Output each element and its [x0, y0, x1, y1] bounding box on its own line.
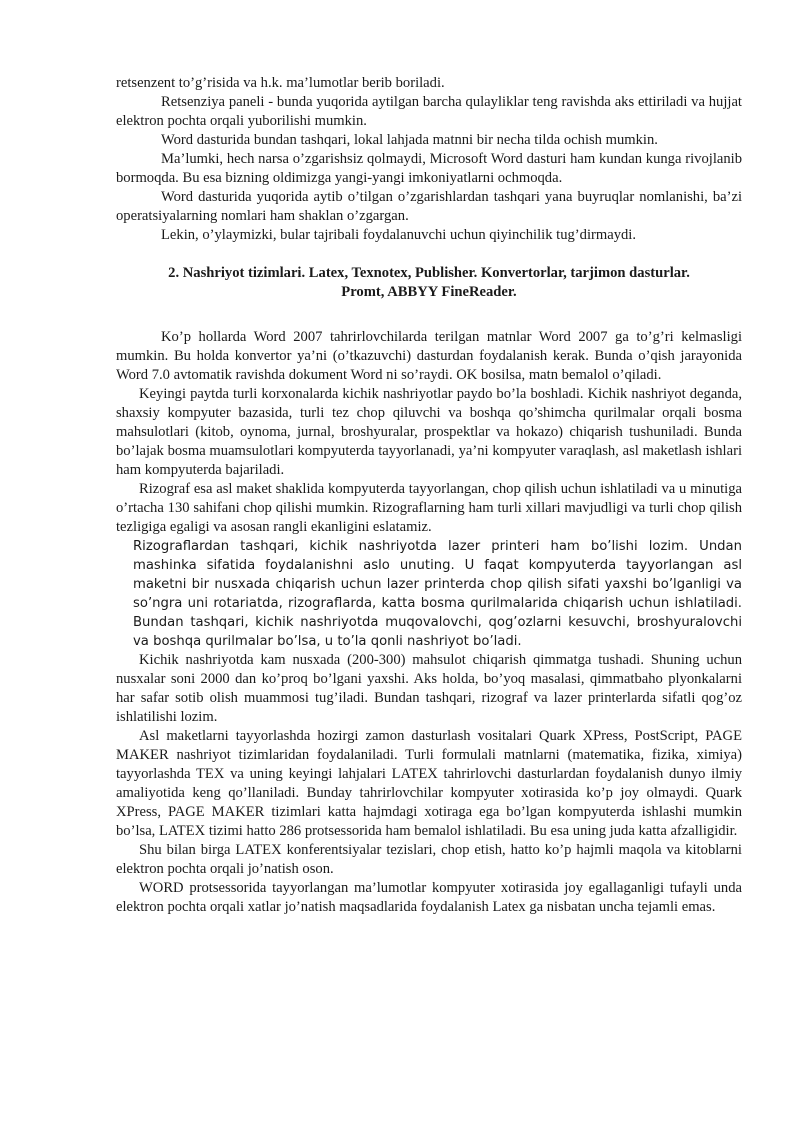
section-heading: [116, 264, 742, 302]
paragraph-word-vs-latex: WORD protsessorida tayyorlangan ma’lumotlar kompyuter xotirasida joy egallaganligi tufayli unda elektron pochta orqali xatlar jo’natish maqsadlarida foydalanish Latex ga nisbatan uncha tejamli emas.: [116, 880, 742, 915]
paragraph-converter: Ko’p hollarda Word 2007 tahrirlovchilarda terilgan matnlar Word 2007 ga to’g’ri kelmasligi mumkin. Bu holda konvertor ya’ni (o’tkazuvchi) dasturdan foydalanish kerak. Bunda o’qish jarayonida Word 7.0 avtomatik ravishda dokument Word ni so’raydi. OK bosilsa, matn bemalol o’qiladi.: [116, 329, 742, 383]
section-heading-line-1: 2. Nashriyot tizimlari. Latex, Texnotex, Publisher. Konvertorlar, tarjimon dasturlar.: [168, 265, 690, 281]
paragraph-continuation: retsenzent to’g’risida va h.k. ma’lumotlar berib boriladi.: [116, 75, 445, 91]
paragraph-local-dialect: Word dasturida bundan tashqari, lokal lahjada matnni bir necha tilda ochish mumkin.: [161, 132, 658, 148]
paragraph-review-panel: Retsenziya paneli - bunda yuqorida aytilgan barcha qulayliklar teng ravishda aks ettiriladi va hujjat elektron pochta orqali yuborilishi mumkin.: [116, 94, 742, 129]
paragraph-print-runs: Kichik nashriyotda kam nusxada (200-300) mahsulot chiqarish qimmatga tushadi. Shuning uchun nusxalar soni 2000 dan ko’proq bo’lgani yaxshi. Aks holda, bo’yoq masalasi, qimmatbaho plyonkalarni har safar sotib olish muammosi tug’iladi. Bundan tashqari, rizograf va lazer printerlarda sifatli qog’oz ishlatilishi lozim.: [116, 652, 742, 725]
paragraph-latex-email: Shu bilan birga LATEX konferentsiyalar tezislari, chop etish, hatto ko’p hajmli maqola va kitoblarni elektron pochta orqali jo’natish oson.: [116, 842, 742, 877]
paragraph-laser-printer: Rizograflardan tashqari, kichik nashriyotda lazer printeri ham bo’lishi lozim. Undan mashinka sifatida foydalanishni aslo unuting. U faqat kompyuterda tayyorlangan asl maketni bir nusxada chiqarish uchun lazer printerda chop qilish sifati yaxshi bo’lganligi va so’ngra uni rotariatda, rizograflarda, katta bosma qurilmalarida chiqarish uchun ishlatiladi. Bundan tashqari, kichik nashriyotda muqovalovchi, qog’ozlarni kesuvchi, broshyuralovchi va boshqa qurilmalar bo’lsa, u to’la qonli nashriyot bo’ladi.: [133, 539, 742, 649]
paragraph-risograph: Rizograf esa asl maket shaklida kompyuterda tayyorlangan, chop qilish uchun ishlatiladi va u minutiga o’rtacha 130 sahifani chop qilishi mumkin. Rizograflarning ham turli xillari mavjudligi va turli chop qilish tezligiga egaligi va asosan rangli ekanligini eslatamiz.: [116, 481, 742, 535]
paragraph-layout-tools: Asl maketlarni tayyorlashda hozirgi zamon dasturlash vositalari Quark XPress, PostScript, PAGE MAKER nashriyot tizimlaridan foydalaniladi. Turli formulali matnlarni (matematika, fizika, ximiya) tayyorlashda TEX va uning keyingi lahjalari LATEX tahrirlovchi dasturlardan foydalanish dunyo ilmiy amaliyotida keng qo’llaniladi. Bunday tahrirlovchilar kompyuter xotirasida ko’p joy olmaydi. Quark XPress, PAGE MAKER tizimlari katta hajmdagi xotiraga ega bo’lgan kompyuterda ishlashi mumkin bo’lsa, LATEX tizimi hatto 286 protsessorida ham bemalol ishlatiladi. Bu esa uning juda katta afzalligidir.: [116, 728, 742, 839]
paragraph-command-names: Word dasturida yuqorida aytib o’tilgan o’zgarishlardan tashqari yana buyruqlar nomlanishi, ba’zi operatsiyalarning nomlari ham shaklan o’zgargan.: [116, 189, 742, 224]
paragraph-small-publishers: Keyingi paytda turli korxonalarda kichik nashriyotlar paydo bo’la boshladi. Kichik nashriyot deganda, shaxsiy kompyuter bazasida, turli tez chop qiluvchi va boshqa qo’shimcha qurilmalar orqali bosma mahsulotlari (kitob, oynoma, jurnal, broshyuralar, prospektlar va hokazo) chiqarish tushuniladi. Bunda bo’lajak bosma muamsulotlari kompyuterda tayyorlanadi, ya’ni kompyuter varaqlash, asl maketlash ishlari ham kompyuterda bajariladi.: [116, 386, 742, 478]
document-page: [116, 74, 742, 917]
section-heading-line-2: Promt, ABBYY FineReader.: [341, 284, 517, 300]
paragraph-word-development: Ma’lumki, hech narsa o’zgarishsiz qolmaydi, Microsoft Word dasturi ham kundan kunga rivojlanib bormoqda. Bu esa bizning oldimizga yangi-yangi imkoniyatlarni ochmoqda.: [116, 151, 742, 186]
paragraph-no-difficulty: Lekin, o’ylaymizki, bular tajribali foydalanuvchi uchun qiyinchilik tug’dirmaydi.: [161, 227, 636, 243]
